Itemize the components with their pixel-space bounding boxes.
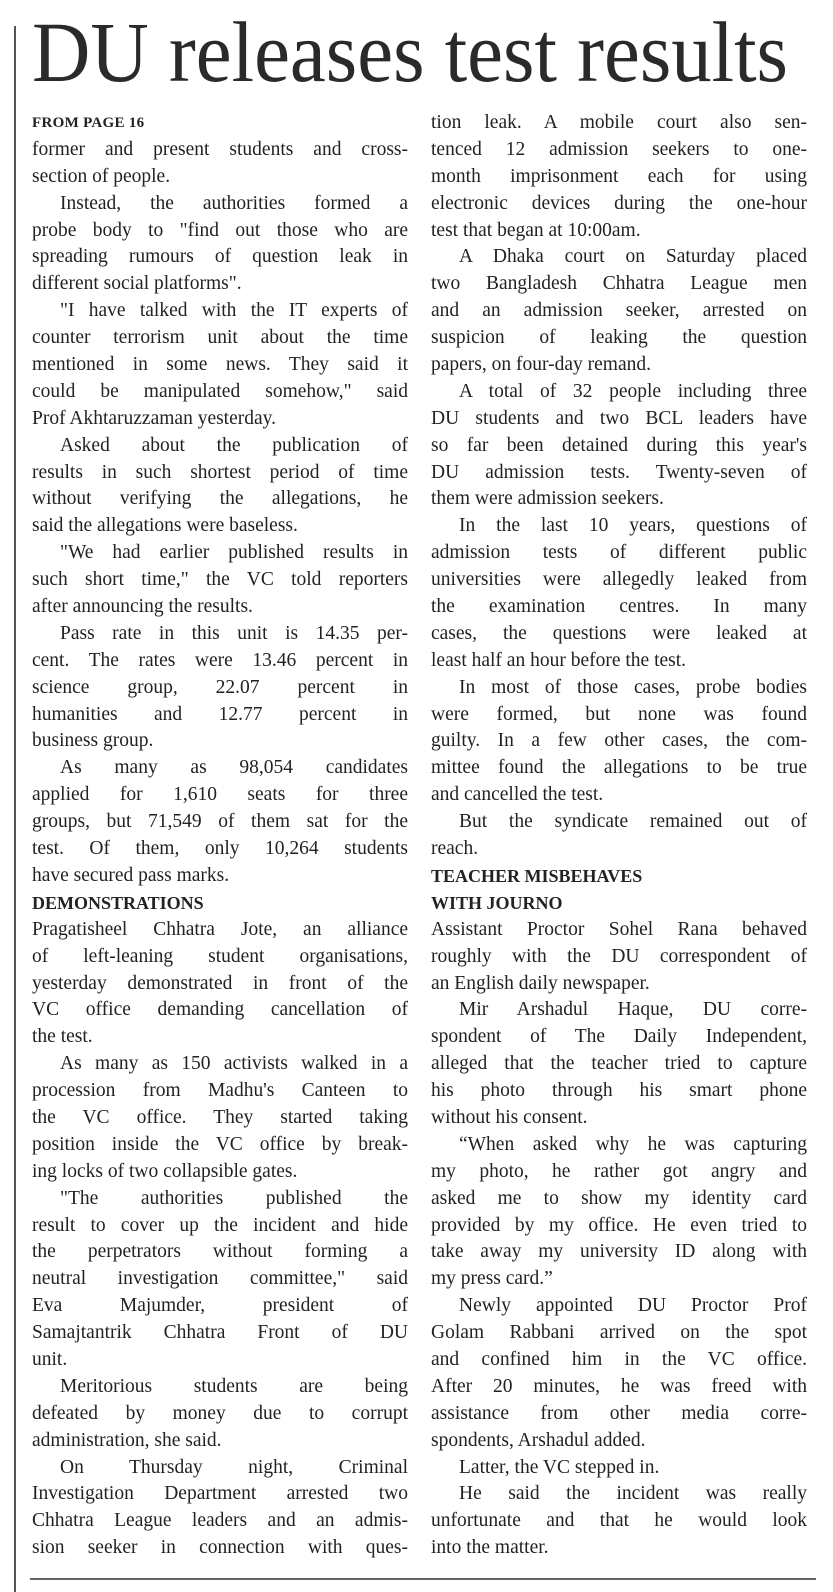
text-line: He said the incident was really [459, 1483, 807, 1505]
text-line: As many as 98,054 candidates [60, 757, 408, 779]
paragraph [431, 997, 807, 1131]
text-line: suspicion of leaking the question [431, 327, 807, 349]
text-line: procession from Madhu's Canteen to [32, 1080, 408, 1102]
text-line: defeated by money due to corrupt [32, 1402, 408, 1424]
paragraph [32, 917, 408, 1051]
headline: DU releases test results [32, 4, 788, 100]
bottom-rule [30, 1578, 816, 1580]
text-line: “When asked why he was capturing [459, 1133, 807, 1155]
text-line: admission tests of different public [431, 542, 807, 564]
text-line: the test. [32, 1026, 93, 1048]
text-line: Pragatisheel Chhatra Jote, an alliance [32, 918, 408, 940]
text-line: after announcing the results. [32, 596, 253, 618]
text-line: different social platforms". [32, 273, 242, 295]
article-column-left [32, 110, 408, 1562]
text-line: electronic devices during the one-hour [431, 192, 807, 214]
text-line: unfortunate and that he would look [431, 1510, 807, 1532]
text-line: But the syndicate remained out of [459, 811, 807, 833]
text-line: papers, on four-day remand. [431, 354, 651, 376]
text-line: result to cover up the incident and hide [32, 1214, 408, 1236]
paragraph [32, 1455, 408, 1563]
text-line: FROM PAGE 16 [32, 115, 145, 131]
paragraph [32, 540, 408, 621]
text-line: them were admission seekers. [431, 488, 664, 510]
text-line: and confined him in the VC office. [431, 1348, 807, 1370]
text-line: Chhatra League leaders and an admis- [32, 1510, 408, 1532]
paragraph [431, 110, 807, 244]
text-line: my photo, he rather got angry and [431, 1160, 807, 1182]
text-line: test that began at 10:00am. [431, 219, 641, 241]
text-line: Latter, the VC stepped in. [459, 1456, 660, 1478]
text-line: guilty. In a few other cases, the com- [431, 730, 807, 752]
text-line: so far been detained during this year's [431, 434, 807, 456]
text-line: Mir Arshadul Haque, DU corre- [459, 999, 807, 1021]
text-line: his photo through his smart phone [431, 1080, 807, 1102]
text-line: of left-leaning student organisations, [32, 945, 408, 967]
text-line: In the last 10 years, questions of [459, 515, 807, 537]
text-line: have secured pass marks. [32, 864, 230, 886]
text-line: VC office demanding cancellation of [32, 999, 408, 1021]
text-line: Instead, the authorities formed a [60, 192, 408, 214]
paragraph [431, 675, 807, 809]
text-line: assistance from other media corre- [431, 1402, 807, 1424]
text-line: Pass rate in this unit is 14.35 per- [60, 622, 408, 644]
text-line: provided by my office. He even tried to [431, 1214, 807, 1236]
column-divider-rule [14, 26, 16, 1592]
paragraph [32, 1186, 408, 1374]
text-line: counter terrorism unit about the time [32, 327, 408, 349]
text-line: an English daily newspaper. [431, 972, 650, 994]
text-line: take away my university ID along with [431, 1241, 807, 1263]
text-line: DU students and two BCL leaders have [431, 407, 807, 429]
text-line: neutral investigation committee," said [32, 1268, 408, 1290]
paragraph [32, 621, 408, 755]
text-line: Assistant Proctor Sohel Rana behaved [431, 918, 807, 940]
text-line: position inside the VC office by break- [32, 1133, 408, 1155]
text-line: asked me to show my identity card [431, 1187, 807, 1209]
text-line: the VC office. They started taking [32, 1106, 408, 1128]
text-line: the perpetrators without forming a [32, 1241, 408, 1263]
text-line: least half an hour before the test. [431, 649, 687, 671]
text-line: the examination centres. In many [431, 596, 807, 618]
text-line: DEMONSTRATIONS [32, 892, 204, 913]
text-line: DU admission tests. Twenty-seven of [431, 461, 807, 483]
text-line: and cancelled the test. [431, 784, 604, 806]
subheading [32, 890, 408, 917]
text-line: said the allegations were baseless. [32, 515, 298, 537]
text-line: On Thursday night, Criminal [60, 1456, 408, 1478]
text-line: reach. [431, 838, 479, 860]
text-line: could be manipulated somehow," said [32, 380, 408, 402]
text-line: tenced 12 admission seekers to one- [431, 138, 807, 160]
text-line: my press card.” [431, 1268, 553, 1290]
text-line: sion seeker in connection with ques- [32, 1537, 408, 1559]
text-line: As many as 150 activists walked in a [60, 1053, 408, 1075]
text-line: A total of 32 people including three [459, 380, 807, 402]
text-line: WITH JOURNO [431, 892, 563, 913]
text-line: groups, but 71,549 of them sat for the [32, 811, 408, 833]
text-line: tion leak. A mobile court also sen- [431, 112, 807, 133]
text-line: Prof Akhtaruzzaman yesterday. [32, 407, 277, 429]
paragraph [431, 1293, 807, 1454]
text-line: universities were allegedly leaked from [431, 569, 807, 591]
text-line: TEACHER MISBEHAVES [431, 865, 643, 886]
paragraph [32, 298, 408, 432]
text-line: cent. The rates were 13.46 percent in [32, 649, 408, 671]
text-line: two Bangladesh Chhatra League men [431, 273, 807, 295]
text-line: "We had earlier published results in [60, 542, 408, 564]
paragraph [431, 1481, 807, 1562]
text-line: science group, 22.07 percent in [32, 676, 408, 698]
text-line: After 20 minutes, he was freed with [431, 1375, 807, 1397]
paragraph [431, 244, 807, 378]
continued-from-label [32, 110, 408, 137]
text-line: In most of those cases, probe bodies [459, 676, 807, 698]
article-column-right [431, 110, 807, 1562]
paragraph [32, 1051, 408, 1185]
text-line: cases, the questions were leaked at [431, 622, 807, 644]
text-line: mentioned in some news. They said it [32, 354, 408, 376]
text-line: business group. [32, 730, 154, 752]
paragraph [431, 1455, 807, 1482]
text-line: Meritorious students are being [60, 1375, 408, 1397]
text-line: spreading rumours of question leak in [32, 246, 408, 268]
text-line: were formed, but none was found [431, 703, 807, 725]
text-line: "The authorities published the [60, 1187, 408, 1209]
text-line: spondents, Arshadul added. [431, 1429, 646, 1451]
text-line: "I have talked with the IT experts of [60, 300, 408, 322]
text-line: Golam Rabbani arrived on the spot [431, 1322, 807, 1344]
paragraph [32, 191, 408, 299]
text-line: Investigation Department arrested two [32, 1483, 408, 1505]
text-line: probe body to "find out those who are [32, 219, 408, 241]
paragraph [32, 755, 408, 889]
paragraph [431, 379, 807, 513]
text-line: A Dhaka court on Saturday placed [459, 246, 807, 268]
paragraph [32, 137, 408, 191]
paragraph [431, 513, 807, 674]
text-line: roughly with the DU correspondent of [431, 945, 807, 967]
text-line: month imprisonment each for using [431, 165, 807, 187]
text-line: without verifying the allegations, he [32, 488, 408, 510]
paragraph [431, 809, 807, 863]
text-line: Samajtantrik Chhatra Front of DU [32, 1322, 408, 1344]
text-line: yesterday demonstrated in front of the [32, 972, 408, 994]
text-line: Eva Majumder, president of [32, 1295, 408, 1317]
text-line: applied for 1,610 seats for three [32, 784, 408, 806]
text-line: without his consent. [431, 1106, 588, 1128]
text-line: section of people. [32, 165, 171, 187]
text-line: unit. [32, 1348, 68, 1370]
paragraph [431, 917, 807, 998]
paragraph [32, 433, 408, 541]
text-line: Asked about the publication of [60, 434, 408, 456]
text-line: former and present students and cross- [32, 138, 408, 160]
text-line: such short time," the VC told reporters [32, 569, 408, 591]
subheading [431, 863, 807, 917]
text-line: Newly appointed DU Proctor Prof [459, 1295, 807, 1317]
text-line: spondent of The Daily Independent, [431, 1026, 807, 1048]
text-line: alleged that the teacher tried to capture [431, 1053, 807, 1075]
text-line: results in such shortest period of time [32, 461, 408, 483]
text-line: humanities and 12.77 percent in [32, 703, 408, 725]
text-line: test. Of them, only 10,264 students [32, 838, 408, 860]
paragraph [431, 1132, 807, 1293]
text-line: administration, she said. [32, 1429, 222, 1451]
text-line: ing locks of two collapsible gates. [32, 1160, 298, 1182]
text-line: and an admission seeker, arrested on [431, 300, 807, 322]
text-line: mittee found the allegations to be true [431, 757, 807, 779]
paragraph [32, 1374, 408, 1455]
text-line: into the matter. [431, 1537, 549, 1559]
